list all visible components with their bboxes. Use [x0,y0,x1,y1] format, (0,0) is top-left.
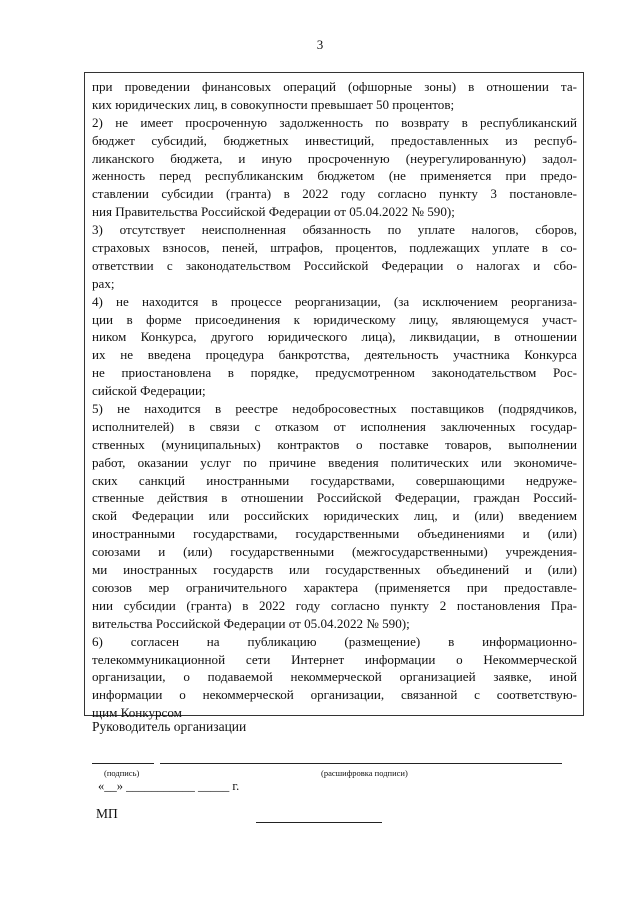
conditions-box [84,72,584,721]
body-line: работ, оказании услуг по причине введения политических или экономиче- [92,454,577,470]
body-line: организации, о подаваемой некоммерческой организацией заявке, иной [92,669,577,685]
body-line: 4) не находится в процессе реорганизации, (за исключением реорганиза- [92,293,577,309]
body-line: ственных (муниципальных) контрактов о поставке товаров, выполнении [92,436,577,452]
body-line: страховых взносов, пеней, штрафов, процентов, подлежащих уплате в со- [92,240,577,256]
body-line: при проведении финансовых операций (офшорные зоны) в отношении та- [92,79,577,94]
seal-label: МП [96,806,118,821]
body-line: сийской Федерации; [92,383,206,399]
body-line: союзов мер ограничительного характера (применяется при предоставле- [92,579,577,595]
body-line: ликанского бюджета, и иную просроченную (неурегулированную) задол- [92,150,577,166]
body-line: ской Федерации или российских юридических лиц, и (или) введением [92,508,577,524]
body-line: ских санкций иностранными государствами, совершающими недруже- [92,472,577,488]
body-line: щим Конкурсом [92,705,182,721]
body-line: 6) согласен на публикацию (размещение) в информационно- [92,633,577,649]
body-line: 2) не имеет просроченную задолженность по возврату в республиканский [92,114,577,130]
body-line: 3) отсутствует неисполненная обязанность по уплате налогов, сборов, [92,222,577,238]
signature-line [92,763,154,764]
body-line: нии субсидии (гранта) в 2022 году согласно пункту 2 постановления Пра- [92,597,577,613]
body-line: не приостановлена в порядке, предусмотренном законодательством Рос- [92,365,577,381]
body-line: ких юридических лиц, в совокупности превышает 50 процентов; [92,96,455,112]
body-line: информации о некоммерческой организации, связанной с соответствую- [92,687,577,703]
body-line: иностранными государствами, государственными объединениями и (или) [92,526,577,542]
body-line: телекоммуникационной сети Интернет информации о Некоммерческой [92,651,577,667]
body-line: вительства Российской Федерации от 05.04.2022 № 590); [92,615,410,631]
page-number: 3 [316,37,324,52]
body-line: ставлении субсидии (гранта) в 2022 году согласно пункту 3 постановле- [92,186,577,202]
body-line: их не введена процедура банкротства, деятельность участника Конкурса [92,347,577,363]
body-line: бюджет субсидий, бюджетных инвестиций, предоставленных из респуб- [92,132,577,148]
body-line: ственные действия в отношении Российской Федерации, граждан Россий- [92,490,577,506]
body-line: ми иностранных государств или государственных объединений и (или) [92,562,577,578]
body-line: женность перед республиканским бюджетом (не применяется при предо- [92,168,577,184]
seal-signature-line [256,822,382,823]
body-line: ния Правительства Российской Федерации от 05.04.2022 № 590); [92,204,455,220]
body-line: ции в форме присоединения к юридическому лицу, являющемуся участ- [92,311,577,327]
signature-caption: (подпись) [104,768,140,778]
body-line: союзами и (или) государственными (межгосударственными) учреждения- [92,544,577,560]
head-of-organization-label: Руководитель организации [92,719,247,734]
body-line: ником Конкурса, другого юридического лица), ликвидации, в отношении [92,329,577,345]
body-line: рах; [92,275,115,291]
body-line: исполнителей) в связи с отказом от исполнения заключенных государ- [92,418,577,434]
decoding-line [160,763,562,764]
date-field: «__» ___________ _____ г. [98,779,240,793]
decoding-caption: (расшифровка подписи) [321,768,408,778]
body-line: ответствии с законодательством Российской Федерации о налогах и сбо- [92,257,577,273]
body-line: 5) не находится в реестре недобросовестных поставщиков (подрядчиков, [92,401,577,417]
